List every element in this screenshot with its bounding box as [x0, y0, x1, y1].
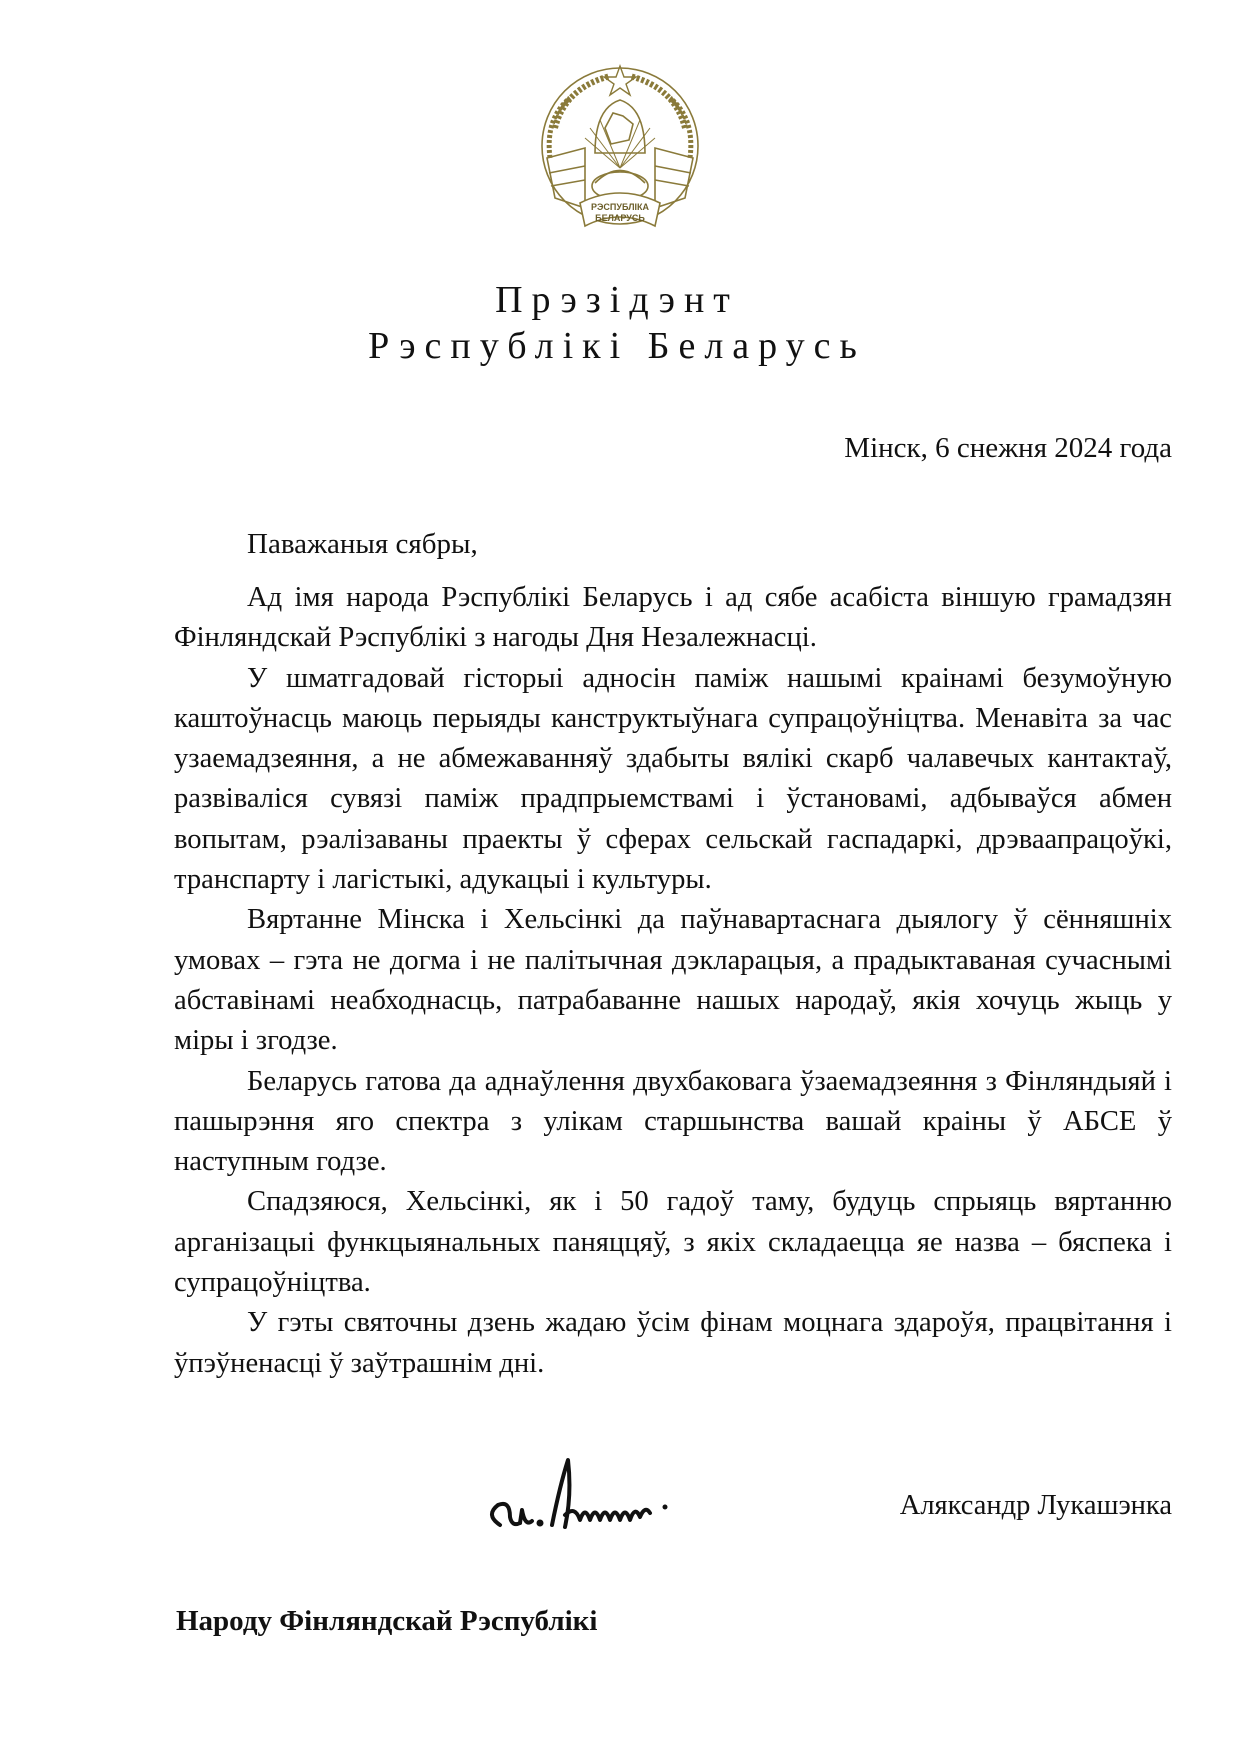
salutation: Паважаныя сябры,	[247, 528, 478, 560]
svg-text:БЕЛАРУСЬ: БЕЛАРУСЬ	[595, 213, 645, 223]
title-republic-of-belarus: Рэспублікі Беларусь	[368, 325, 866, 367]
paragraph: У гэты святочны дзень жадаю ўсім фінам моцнага здароўя, працвітання і ўпэўненасці ў заўтрашнім дні.	[174, 1307, 1172, 1379]
date-line: Мінск, 6 снежня 2024 года	[844, 432, 1172, 464]
title-president: Прэзідэнт	[495, 279, 739, 321]
handwritten-signature-icon	[480, 1455, 800, 1545]
letter-body	[174, 578, 1172, 1384]
svg-text:РЭСПУБЛІКА: РЭСПУБЛІКА	[590, 202, 650, 212]
paragraph: Ад імя народа Рэспублікі Беларусь і ад сябе асабіста віншую грамадзян Фінляндскай Рэспублікі з нагоды Дня Незалежнасці.	[174, 582, 1172, 654]
paragraph: Спадзяюся, Хельсінкі, як і 50 гадоў таму, будуць спрыяць вяртанню арганізацыі функцыянальных паняццяў, з якіх складаецца яе назва – бяспека і супрацоўніцтва.	[174, 1186, 1172, 1299]
paragraph: У шматгадовай гісторыі адносін паміж нашымі краінамі безумоўную каштоўнасць маюць перыяды канструктыўнага супрацоўніцтва. Менавіта за час узаемадзеяння, а не абмежаванняў здабыты вялікі скарб чалавечых кантактаў, развіваліся сувязі паміж прадпрыемствамі і ўстановамі, адбываўся абмен вопытам, рэалізаваны праекты ў сферах сельскай гаспадаркі, дрэваапрацоўкі, транспарту і лагістыкі, адукацыі і культуры.	[174, 662, 1172, 896]
coat-of-arms-icon	[525, 58, 715, 238]
signer-name: Аляксандр Лукашэнка	[899, 1490, 1172, 1521]
paragraph: Беларусь гатова да аднаўлення двухбаковага ўзаемадзеяння з Фінляндыяй і пашырэння яго спектра з улікам старшынства вашай краіны ў АБСЕ ў наступным годзе.	[174, 1065, 1172, 1178]
paragraph: Вяртанне Мінска і Хельсінкі да паўнавартаснага дыялогу ў сённяшніх умовах – гэта не догма і не палітычная дэкларацыя, а прадыктаваная сучаснымі абставінамі неабходнасць, патрабаванне нашых народаў, якія хочуць жыць у міры і згодзе.	[174, 904, 1172, 1057]
addressee: Народу Фінляндскай Рэспублікі	[176, 1605, 598, 1637]
